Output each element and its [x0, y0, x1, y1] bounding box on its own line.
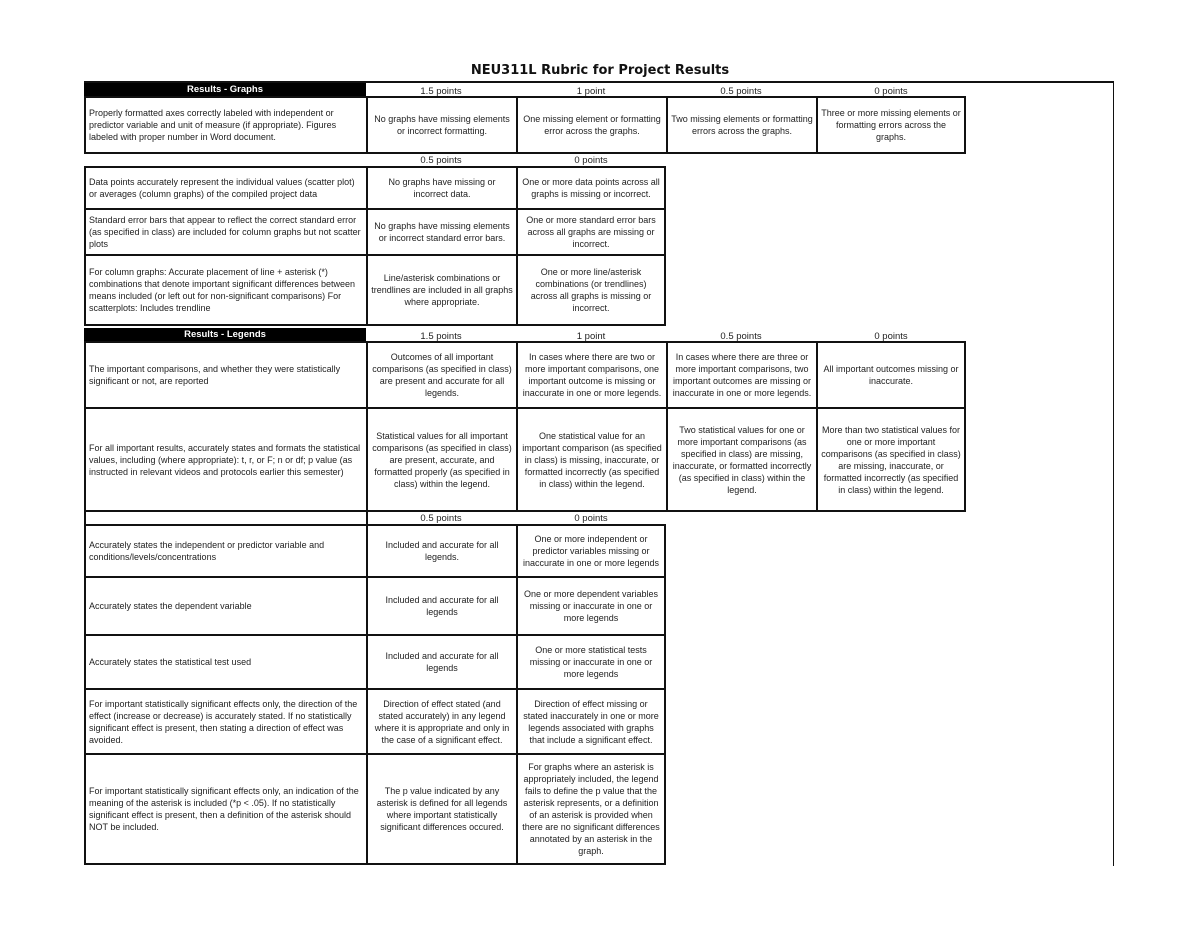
criterion-cell: Accurately states the dependent variable [84, 576, 368, 636]
level-cell: In cases where there are three or more important comparisons, two important outcomes are missing or inaccurate in one or more legends. [666, 341, 818, 409]
level-cell: One or more data points across all graphs is missing or incorrect. [516, 166, 666, 210]
criterion-cell: The important comparisons, and whether they were statistically significant or not, are reported [84, 341, 368, 409]
criterion-cell: Properly formatted axes correctly labeled with independent or predictor variable and unit of measure (if appropriate). Figures labeled with proper number in Word document. [84, 96, 368, 154]
criterion-cell: For important statistically significant effects only, the direction of the effect (increase or decrease) is accurately stated. If no statistically significant effect is present, then stating a direction of effect was avoided. [84, 688, 368, 755]
level-cell: The p value indicated by any asterisk is defined for all legends where important statistically significant differences occured. [366, 753, 518, 865]
points-header: 1.5 points [366, 85, 516, 98]
level-cell: Two missing elements or formatting errors across the graphs. [666, 96, 818, 154]
level-cell: One or more dependent variables missing or inaccurate in one or more legends [516, 576, 666, 636]
points-header: 0.5 points [666, 85, 816, 98]
points-header: 1 point [516, 330, 666, 343]
level-cell: Three or more missing elements or formatting errors across the graphs. [816, 96, 966, 154]
level-cell: No graphs have missing or incorrect data. [366, 166, 518, 210]
page-title: NEU311L Rubric for Project Results [470, 63, 730, 78]
points-header: 0.5 points [666, 330, 816, 343]
level-cell: More than two statistical values for one or more important comparisons (as specified in class) are missing, inaccurate, or formatted incorrectly (as specified in class) within the legend. [816, 407, 966, 512]
level-cell: All important outcomes missing or inaccurate. [816, 341, 966, 409]
level-cell: No graphs have missing elements or incorrect formatting. [366, 96, 518, 154]
section-header-graphs: Results - Graphs [84, 83, 366, 96]
criterion-cell: For column graphs: Accurate placement of line + asterisk (*) combinations that denote important significant differences between means included (or left out for non-significant comparisons) For scatterplots: Includes trendline [84, 254, 368, 326]
level-cell: Included and accurate for all legends [366, 576, 518, 636]
points-header: 1.5 points [366, 330, 516, 343]
criterion-cell: Standard error bars that appear to reflect the correct standard error (as specified in class) are included for column graphs but not scatter plots [84, 208, 368, 256]
criterion-cell: Accurately states the independent or predictor variable and conditions/levels/concentrations [84, 524, 368, 578]
level-cell: Included and accurate for all legends. [366, 524, 518, 578]
level-cell: Outcomes of all important comparisons (as specified in class) are present and accurate for all legends. [366, 341, 518, 409]
criterion-cell: For important statistically significant effects only, an indication of the meaning of the asterisk is included (*p < .05). If no statistically significant effect is present, then a definition of the asterisk should NOT be included. [84, 753, 368, 865]
level-cell: One or more standard error bars across all graphs are missing or incorrect. [516, 208, 666, 256]
level-cell: One or more statistical tests missing or inaccurate in one or more legends [516, 634, 666, 690]
criterion-cell: For all important results, accurately states and formats the statistical values, including (where appropriate): t, r, or F; n or df; p value (as instructed in relevant videos and protocols earlier this semester) [84, 407, 368, 512]
criterion-cell: Accurately states the statistical test used [84, 634, 368, 690]
level-cell: For graphs where an asterisk is appropriately included, the legend fails to define the p value that the asterisk represents, or a definition of an asterisk is provided when there are no significant differences annotated by an asterisk in the graph. [516, 753, 666, 865]
points-header: 0 points [516, 154, 666, 168]
section-header-legends: Results - Legends [84, 328, 366, 341]
level-cell: No graphs have missing elements or incorrect standard error bars. [366, 208, 518, 256]
criterion-cell: Data points accurately represent the individual values (scatter plot) or averages (column graphs) of the compiled project data [84, 166, 368, 210]
level-cell: Two statistical values for one or more important comparisons (as specified in class) are missing, inaccurate, or formatted incorrectly (as specified in class) within the legend. [666, 407, 818, 512]
points-header: 0 points [516, 512, 666, 526]
level-cell: Included and accurate for all legends [366, 634, 518, 690]
level-cell: One or more independent or predictor variables missing or inaccurate in one or more legends [516, 524, 666, 578]
points-header: 1 point [516, 85, 666, 98]
level-cell: One or more line/asterisk combinations (or trendlines) across all graphs is missing or incorrect. [516, 254, 666, 326]
points-header: 0.5 points [366, 154, 516, 168]
level-cell: One statistical value for an important comparison (as specified in class) is missing, inaccurate, or formatted incorrectly (as specified in class) within the legend. [516, 407, 668, 512]
points-header: 0 points [816, 330, 966, 343]
points-header: 0 points [816, 85, 966, 98]
level-cell: Statistical values for all important comparisons (as specified in class) are present, accurate, and formatted properly (as specified in class) within the legend. [366, 407, 518, 512]
level-cell: In cases where there are two or more important comparisons, one important outcome is missing or inaccurate in one or more legends. [516, 341, 668, 409]
points-header: 0.5 points [366, 512, 516, 526]
level-cell: Direction of effect stated (and stated accurately) in any legend where it is appropriate and only in the case of a significant effect. [366, 688, 518, 755]
level-cell: One missing element or formatting error across the graphs. [516, 96, 668, 154]
level-cell: Line/asterisk combinations or trendlines are included in all graphs where appropriate. [366, 254, 518, 326]
level-cell: Direction of effect missing or stated inaccurately in one or more legends associated with graphs that include a significant effect. [516, 688, 666, 755]
